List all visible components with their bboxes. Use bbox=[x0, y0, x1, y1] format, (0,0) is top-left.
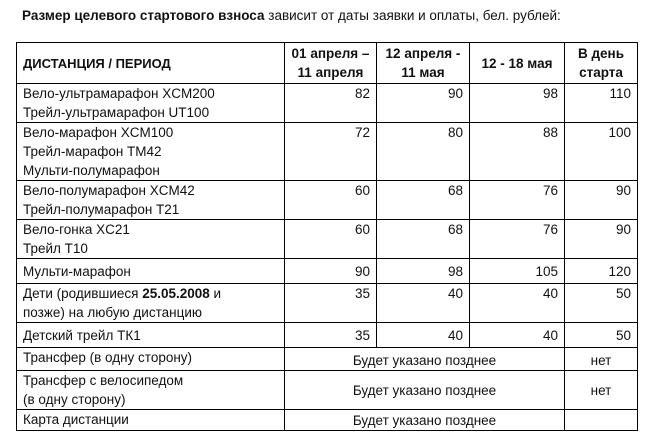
table-row bbox=[17, 259, 638, 284]
fee-cell: 40 bbox=[377, 284, 470, 323]
fee-cell: 40 bbox=[470, 323, 565, 348]
fee-cell: 98 bbox=[470, 84, 565, 123]
fee-cell: 35 bbox=[285, 284, 377, 323]
column-header-period-2: 12 апреля - 11 мая bbox=[377, 43, 470, 84]
fee-heading-bold: Размер целевого стартового взноса bbox=[22, 8, 265, 23]
race-day-cell: нет bbox=[565, 371, 638, 410]
fee-note-cell: Будет указано позднее bbox=[285, 371, 565, 410]
row-distance-name: Дети (родившиеся 25.05.2008 и позже) на любую дистанцию bbox=[17, 284, 285, 323]
row-distance-name: Вело-марафон XCM100 Трейл-марафон TM42 Мульти-полумарафон bbox=[17, 123, 285, 181]
race-day-cell bbox=[565, 410, 638, 431]
fee-cell: 60 bbox=[285, 220, 377, 259]
table-row bbox=[17, 181, 638, 220]
fee-cell: 68 bbox=[377, 220, 470, 259]
fee-cell: 40 bbox=[377, 323, 470, 348]
fee-heading bbox=[22, 6, 632, 26]
table-row bbox=[17, 323, 638, 348]
fee-note-cell: Будет указано позднее bbox=[285, 348, 565, 371]
table-header-row bbox=[17, 43, 638, 84]
row-distance-name: Вело-гонка XC21 Трейл T10 bbox=[17, 220, 285, 259]
row-distance-name: Вело-ультрамарафон XCM200 Трейл-ультрамарафон UT100 bbox=[17, 84, 285, 123]
fee-cell: 90 bbox=[285, 259, 377, 284]
table-row bbox=[17, 348, 638, 371]
fee-cell: 110 bbox=[565, 84, 638, 123]
fee-cell: 50 bbox=[565, 323, 638, 348]
column-header-period-3: 12 - 18 мая bbox=[470, 43, 565, 84]
column-header-race-day: В день старта bbox=[565, 43, 638, 84]
race-day-cell: нет bbox=[565, 348, 638, 371]
fee-cell: 90 bbox=[565, 220, 638, 259]
fee-note-cell: Будет указано позднее bbox=[285, 410, 565, 431]
fee-table bbox=[16, 42, 638, 431]
fee-cell: 72 bbox=[285, 123, 377, 181]
fee-cell: 90 bbox=[565, 181, 638, 220]
fee-cell: 60 bbox=[285, 181, 377, 220]
row-distance-name: Трансфер с велосипедом (в одну сторону) bbox=[17, 371, 285, 410]
row-distance-name: Детский трейл ТК1 bbox=[17, 323, 285, 348]
table-row bbox=[17, 84, 638, 123]
fee-cell: 68 bbox=[377, 181, 470, 220]
table-row bbox=[17, 371, 638, 410]
fee-cell: 76 bbox=[470, 220, 565, 259]
fee-cell: 105 bbox=[470, 259, 565, 284]
fee-cell: 80 bbox=[377, 123, 470, 181]
fee-cell: 76 bbox=[470, 181, 565, 220]
row-distance-name: Трансфер (в одну сторону) bbox=[17, 348, 285, 371]
table-row bbox=[17, 123, 638, 181]
birthdate-highlight: 25.05.2008 bbox=[142, 286, 210, 301]
fee-cell: 40 bbox=[470, 284, 565, 323]
fee-cell: 88 bbox=[470, 123, 565, 181]
fee-cell: 98 bbox=[377, 259, 470, 284]
column-header-period-1: 01 апреля – 11 апреля bbox=[285, 43, 377, 84]
row-distance-name: Вело-полумарафон XCM42 Трейл-полумарафон T21 bbox=[17, 181, 285, 220]
fee-cell: 35 bbox=[285, 323, 377, 348]
fee-cell: 50 bbox=[565, 284, 638, 323]
row-distance-name: Карта дистанции bbox=[17, 410, 285, 431]
row-distance-name: Мульти-марафон bbox=[17, 259, 285, 284]
fee-cell: 82 bbox=[285, 84, 377, 123]
table-row bbox=[17, 410, 638, 431]
fee-cell: 100 bbox=[565, 123, 638, 181]
fee-cell: 90 bbox=[377, 84, 470, 123]
table-row bbox=[17, 284, 638, 323]
fee-cell: 120 bbox=[565, 259, 638, 284]
fee-heading-rest: зависит от даты заявки и оплаты, бел. рублей: bbox=[264, 8, 561, 23]
table-row bbox=[17, 220, 638, 259]
column-header-distance: ДИСТАНЦИЯ / ПЕРИОД bbox=[17, 43, 285, 84]
